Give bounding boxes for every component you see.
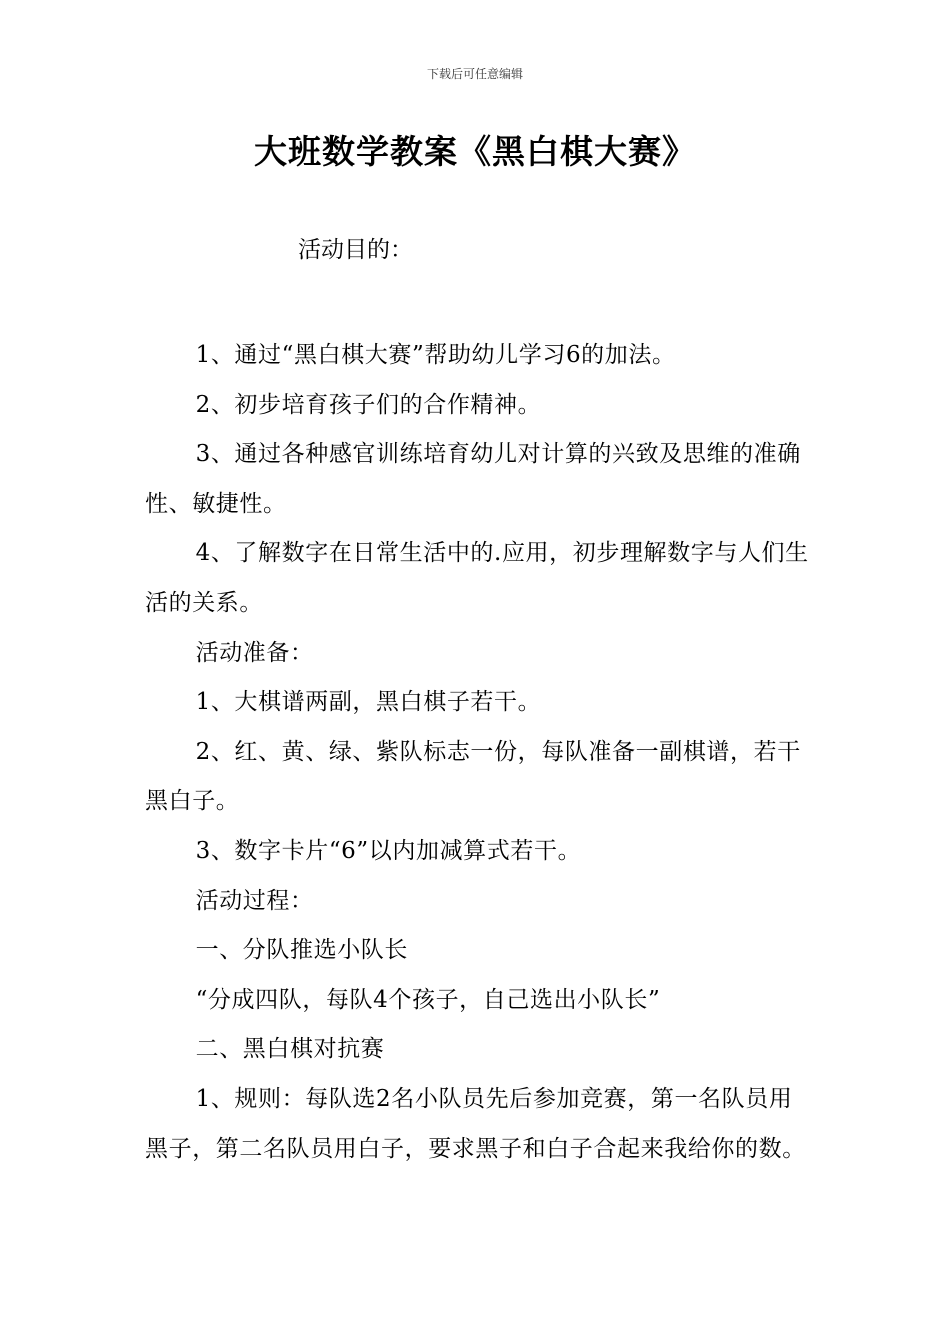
paragraph: 2、初步培育孩子们的合作精神。 [195, 391, 542, 418]
paragraph: 4、了解数字在日常生活中的.应用，初步理解数字与人们生活的关系。 [145, 540, 809, 616]
paragraph: 二、黑白棋对抗赛 [195, 1036, 385, 1063]
paragraph: 一、分队推选小队长 [195, 937, 408, 964]
document-title: 大班数学教案《黑白棋大赛》 [254, 132, 696, 171]
paragraph: 3、通过各种感官训练培育幼儿对计算的兴致及思维的准确性、敏捷性。 [145, 441, 801, 517]
section-heading-preparation: 活动准备： [195, 639, 314, 666]
section-heading-process: 活动过程： [195, 887, 314, 914]
paragraph: 1、通过“黑白棋大赛”帮助幼儿学习6的加法。 [195, 342, 676, 368]
header-note: 下载后可任意编辑 [426, 67, 523, 81]
paragraph: 2、红、黄、绿、紫队标志一份，每队准备一副棋谱，若干黑白子。 [145, 738, 801, 815]
document-body [145, 331, 809, 1174]
paragraph: “分成四队，每队4个孩子，自己选出小队长” [195, 986, 661, 1013]
paragraph: 1、规则：每队选2名小队员先后参加竞赛，第一名队员用黑子，第二名队员用白子，要求黑子和白子合起来我给你的数。 [145, 1085, 806, 1162]
paragraph: 3、数字卡片“6”以内加减算式若干。 [195, 837, 582, 864]
paragraph: 1、大棋谱两副，黑白棋子若干。 [195, 689, 542, 716]
section-heading-goals: 活动目的： [298, 237, 413, 263]
